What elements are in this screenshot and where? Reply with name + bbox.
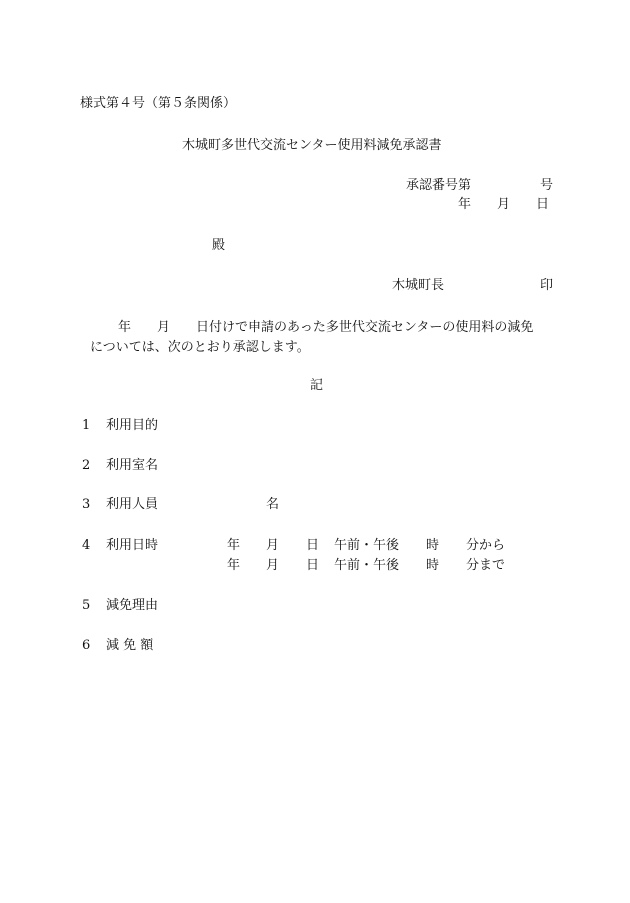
datetime-hour-unit: 時 (426, 558, 440, 573)
datetime-year-unit: 年 (227, 558, 241, 573)
datetime-year-unit: 年 (227, 538, 241, 553)
datetime-day-unit: 日 (306, 558, 320, 573)
item-number: 6 (82, 638, 91, 653)
datetime-ampm: 午前・午後 (334, 558, 400, 573)
datetime-minute-until: 分まで (466, 558, 506, 573)
datetime-minute-from: 分から (466, 538, 506, 553)
item-label-amount: 減 免 額 (106, 638, 154, 653)
item-number: 5 (82, 598, 91, 613)
item-number: 2 (82, 458, 91, 473)
item-label-room: 利用室名 (106, 458, 159, 473)
seal-mark: 印 (540, 278, 554, 293)
item-label-reason: 減免理由 (106, 598, 159, 613)
body-text-line-1: 年 月 日付けで申請のあった多世代交流センターの使用料の減免 (118, 320, 534, 335)
item-number: 4 (82, 538, 91, 553)
datetime-day-unit: 日 (306, 538, 320, 553)
datetime-month-unit: 月 (266, 558, 280, 573)
datetime-ampm: 午前・午後 (334, 538, 400, 553)
approval-number-suffix: 号 (540, 178, 554, 193)
addressee-honorific: 殿 (212, 238, 226, 253)
item-label-purpose: 利用目的 (106, 418, 159, 433)
issue-date-line: 年 月 日 (458, 197, 550, 212)
ki-heading: 記 (310, 378, 324, 393)
item-number: 1 (82, 418, 91, 433)
issuer-name: 木城町長 (392, 278, 445, 293)
datetime-month-unit: 月 (266, 538, 280, 553)
item-label-datetime: 利用日時 (106, 538, 159, 553)
approval-number-label: 承認番号第 (406, 178, 472, 193)
form-number: 様式第４号（第５条関係） (80, 96, 237, 111)
datetime-hour-unit: 時 (426, 538, 440, 553)
document-title: 木城町多世代交流センター使用料減免承認書 (182, 138, 442, 153)
item-number: 3 (82, 497, 91, 512)
item-label-persons: 利用人員 (106, 497, 159, 512)
persons-unit: 名 (266, 497, 280, 512)
body-text-line-2: については、次のとおり承認します。 (90, 340, 310, 355)
